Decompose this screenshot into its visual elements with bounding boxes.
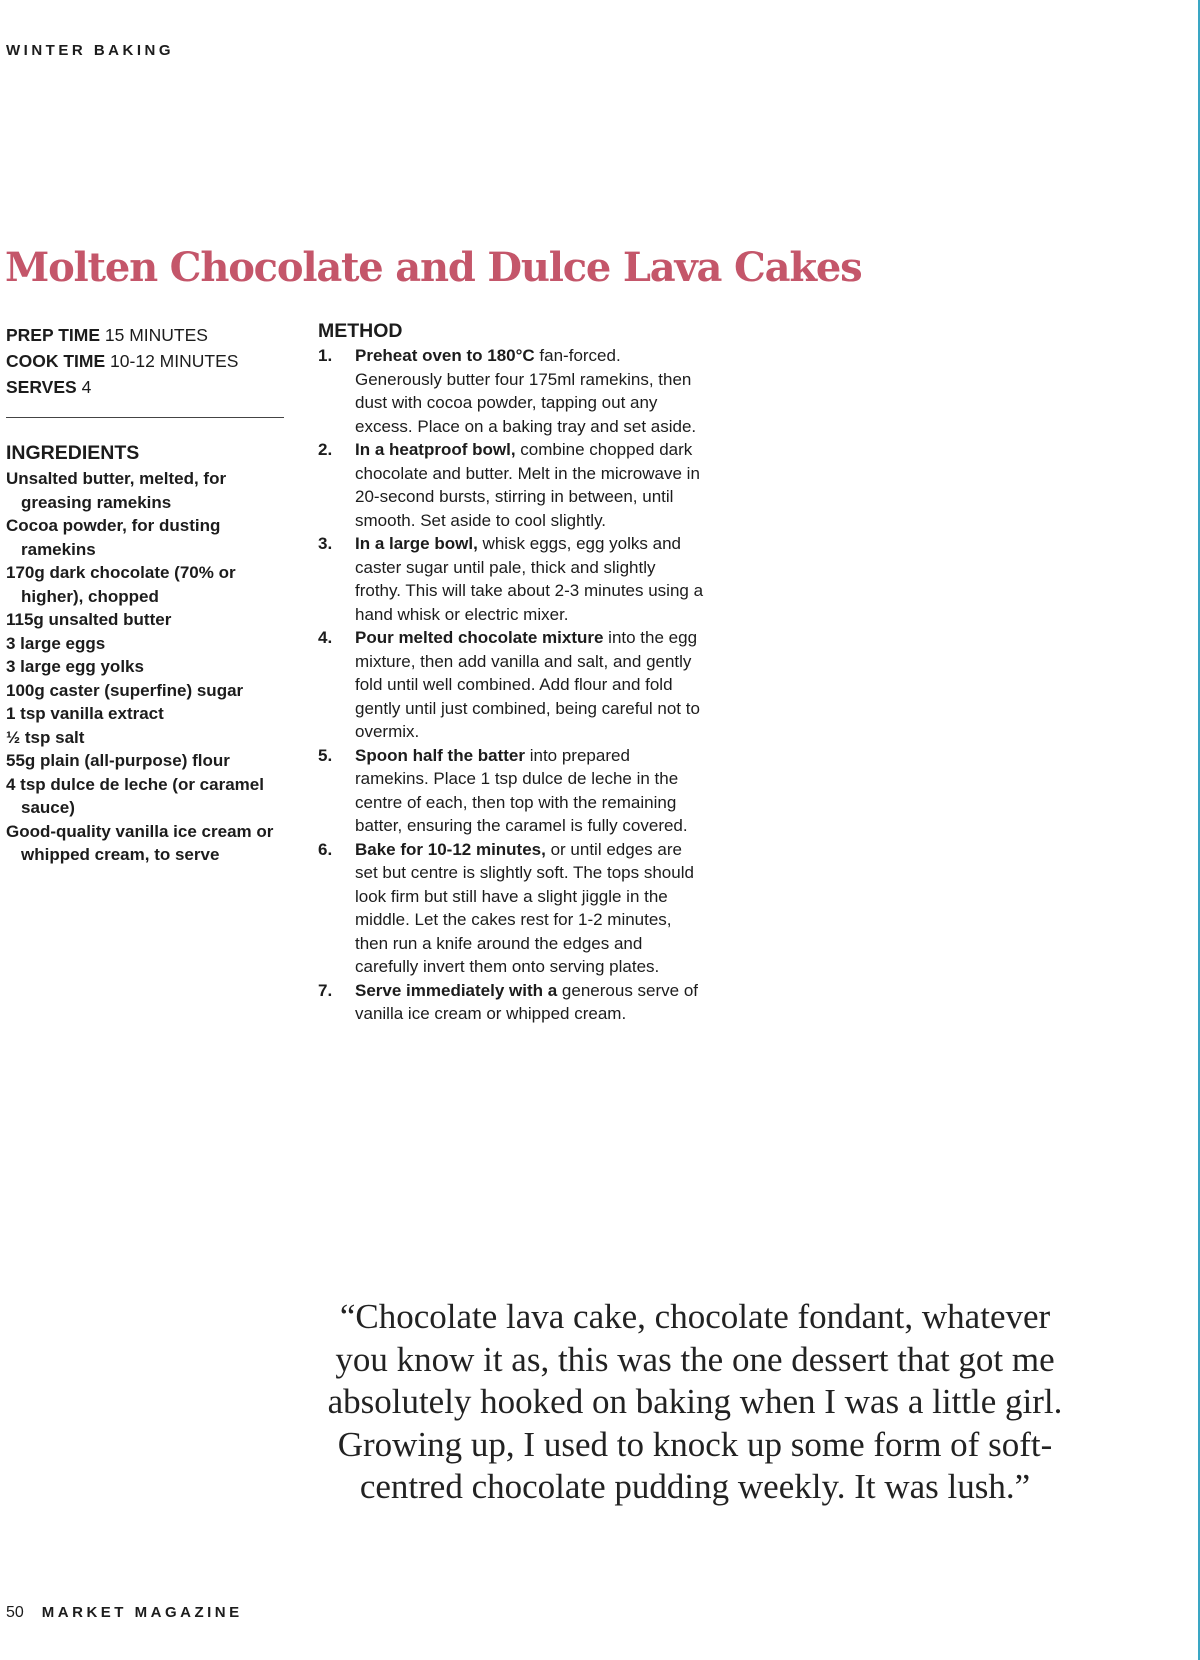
ingredient-item: Unsalted butter, melted, for greasing ramekins: [6, 469, 227, 512]
step-body: into the egg mixture, then add vanilla and salt, and gently fold until well combined. Add flour and fold gently until just combined, being careful not to overmix.: [355, 628, 700, 741]
step-lead: Preheat oven to 180°C: [355, 346, 535, 365]
serves: [6, 374, 238, 400]
publication-name: MARKET MAGAZINE: [41, 1604, 243, 1621]
section-label: WINTER BAKING: [6, 42, 174, 59]
step-lead: Bake for 10-12 minutes,: [355, 839, 546, 859]
serves-label: SERVES: [6, 377, 77, 397]
page-number: 50: [6, 1604, 24, 1621]
ingredient-item: ½ tsp salt: [6, 727, 85, 747]
step-body: generous serve of vanilla ice cream or whipped cream.: [355, 980, 699, 1023]
step-number: 6.: [318, 839, 333, 859]
cook-time-value: 10-12 MINUTES: [110, 351, 239, 371]
ingredient-item: 115g unsalted butter: [6, 610, 172, 629]
step-number: 3.: [318, 534, 333, 553]
step-text: [355, 979, 705, 1026]
prep-time-value: 15 MINUTES: [104, 325, 208, 345]
step-lead: In a large bowl,: [355, 534, 478, 553]
step-body: into prepared ramekins. Place 1 tsp dulce de leche in the centre of each, then top with the remaining batter, ensuring the caramel is fully covered.: [355, 745, 688, 835]
method-step: [318, 838, 718, 979]
method-step: [318, 626, 718, 744]
step-text: [355, 344, 705, 438]
page-footer: [6, 1604, 243, 1622]
step-lead: Pour melted chocolate mixture: [355, 628, 604, 647]
method-step: [318, 979, 718, 1026]
prep-time: [6, 322, 238, 348]
cook-time: [6, 348, 238, 374]
pull-quote: “Chocolate lava cake, chocolate fondant, whatever you know it as, this was the one dessert that got me absolutely hooked on baking when I was a little girl. Growing up, I used to knock up some form of soft-centred chocolate pudding weekly. It was lush.”: [327, 1297, 1063, 1506]
method-step: [318, 532, 718, 626]
step-text: [355, 438, 705, 532]
ingredient-item: 55g plain (all-purpose) flour: [6, 751, 230, 770]
step-number: 1.: [318, 346, 333, 365]
step-number: 2.: [318, 440, 333, 459]
ingredient-item: 3 large eggs: [6, 633, 106, 653]
method-list: [318, 344, 718, 1026]
method-heading: METHOD: [318, 320, 403, 342]
ingredient-item: 100g caster (superfine) sugar: [6, 680, 244, 700]
ingredient-item: 170g dark chocolate (70% or higher), chopped: [6, 563, 236, 606]
step-lead: In a heatproof bowl,: [355, 440, 516, 459]
step-lead: Spoon half the batter: [355, 745, 525, 765]
prep-time-label: PREP TIME: [6, 325, 101, 345]
ingredients-list: [6, 467, 291, 867]
step-body: fan-forced. Generously butter four 175ml ramekins, then dust with cocoa powder, tapping out any excess. Place on a baking tray and set aside.: [355, 346, 697, 436]
recipe-meta: [6, 322, 238, 400]
serves-value: 4: [81, 377, 92, 397]
step-text: [355, 626, 705, 744]
ingredient-item: Cocoa powder, for dusting ramekins: [6, 516, 221, 559]
ingredient-item: Good-quality vanilla ice cream or whipped cream, to serve: [6, 821, 274, 864]
ingredient-item: 4 tsp dulce de leche (or caramel sauce): [6, 774, 264, 817]
step-body: combine chopped dark chocolate and butter. Melt in the microwave in 20-second bursts, stirring in between, until smooth. Set aside to cool slightly.: [355, 440, 700, 530]
step-number: 4.: [318, 628, 333, 647]
step-body: whisk eggs, egg yolks and caster sugar until pale, thick and slightly frothy. This will take about 2-3 minutes using a hand whisk or electric mixer.: [355, 534, 704, 624]
step-text: [355, 838, 705, 979]
method-step: [318, 344, 718, 438]
recipe-title: Molten Chocolate and Dulce Lava Cakes: [5, 244, 862, 291]
ingredients-heading: INGREDIENTS: [6, 442, 140, 464]
ingredient-item: 3 large egg yolks: [6, 657, 144, 676]
step-lead: Serve immediately with a: [355, 980, 558, 1000]
step-number: 7.: [318, 980, 333, 1000]
step-body: or until edges are set but centre is slightly soft. The tops should look firm but still have a slight jiggle in the middle. Let the cakes rest for 1-2 minutes, then run a knife around the edges and carefully invert them onto serving plates.: [355, 839, 694, 976]
method-step: [318, 438, 718, 532]
meta-divider: [6, 417, 284, 418]
step-number: 5.: [318, 745, 333, 765]
method-step: [318, 744, 718, 838]
ingredient-item: 1 tsp vanilla extract: [6, 704, 164, 723]
step-text: [355, 532, 705, 626]
step-text: [355, 744, 705, 838]
cook-time-label: COOK TIME: [6, 351, 106, 371]
